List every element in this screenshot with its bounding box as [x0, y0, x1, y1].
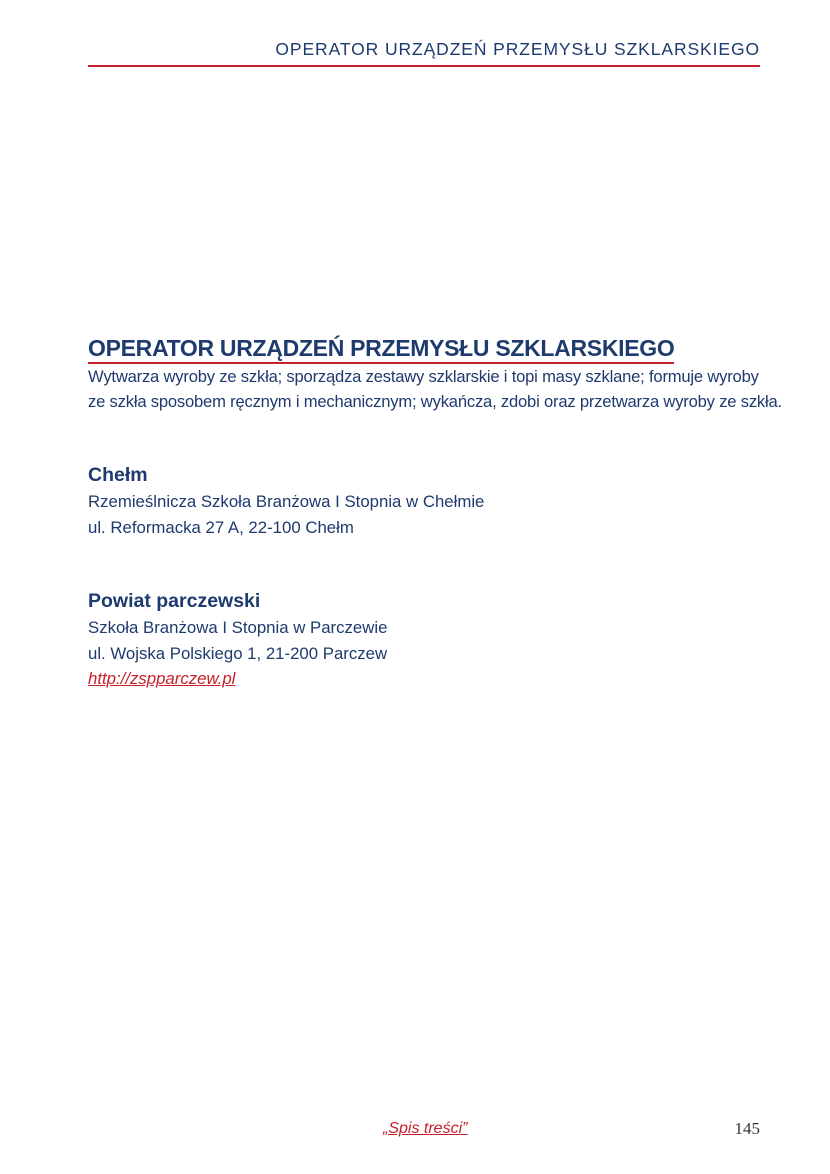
school-name: Szkoła Branżowa I Stopnia w Parczewie	[88, 618, 388, 637]
location-block-parczew	[88, 587, 768, 692]
location-name: Chełm	[88, 464, 148, 486]
location-block-chelm	[88, 461, 768, 540]
location-name: Powiat parczewski	[88, 590, 261, 612]
school-website-link[interactable]: http://zspparczew.pl	[88, 669, 236, 688]
description-line: ze szkła sposobem ręcznym i mechanicznym; wykańcza, zdobi oraz przetwarza wyroby ze szkła.	[88, 392, 782, 411]
school-name: Rzemieślnicza Szkoła Branżowa I Stopnia w Chełmie	[88, 492, 485, 511]
page-number: 145	[734, 1119, 760, 1138]
running-header	[88, 38, 760, 67]
table-of-contents-link[interactable]: „Spis treści”	[383, 1120, 468, 1137]
school-address: ul. Wojska Polskiego 1, 21-200 Parczew	[88, 643, 388, 663]
school-address: ul. Reformacka 27 A, 22-100 Chełm	[88, 517, 354, 537]
description-line: Wytwarza wyroby ze szkła; sporządza zestawy szklarskie i topi masy szklane; formuje wyroby	[88, 367, 759, 386]
section-title: OPERATOR URZĄDZEŃ PRZEMYSŁU SZKLARSKIEGO	[88, 334, 674, 364]
running-header-title: OPERATOR URZĄDZEŃ PRZEMYSŁU SZKLARSKIEGO	[275, 39, 760, 59]
occupation-description	[88, 364, 782, 414]
